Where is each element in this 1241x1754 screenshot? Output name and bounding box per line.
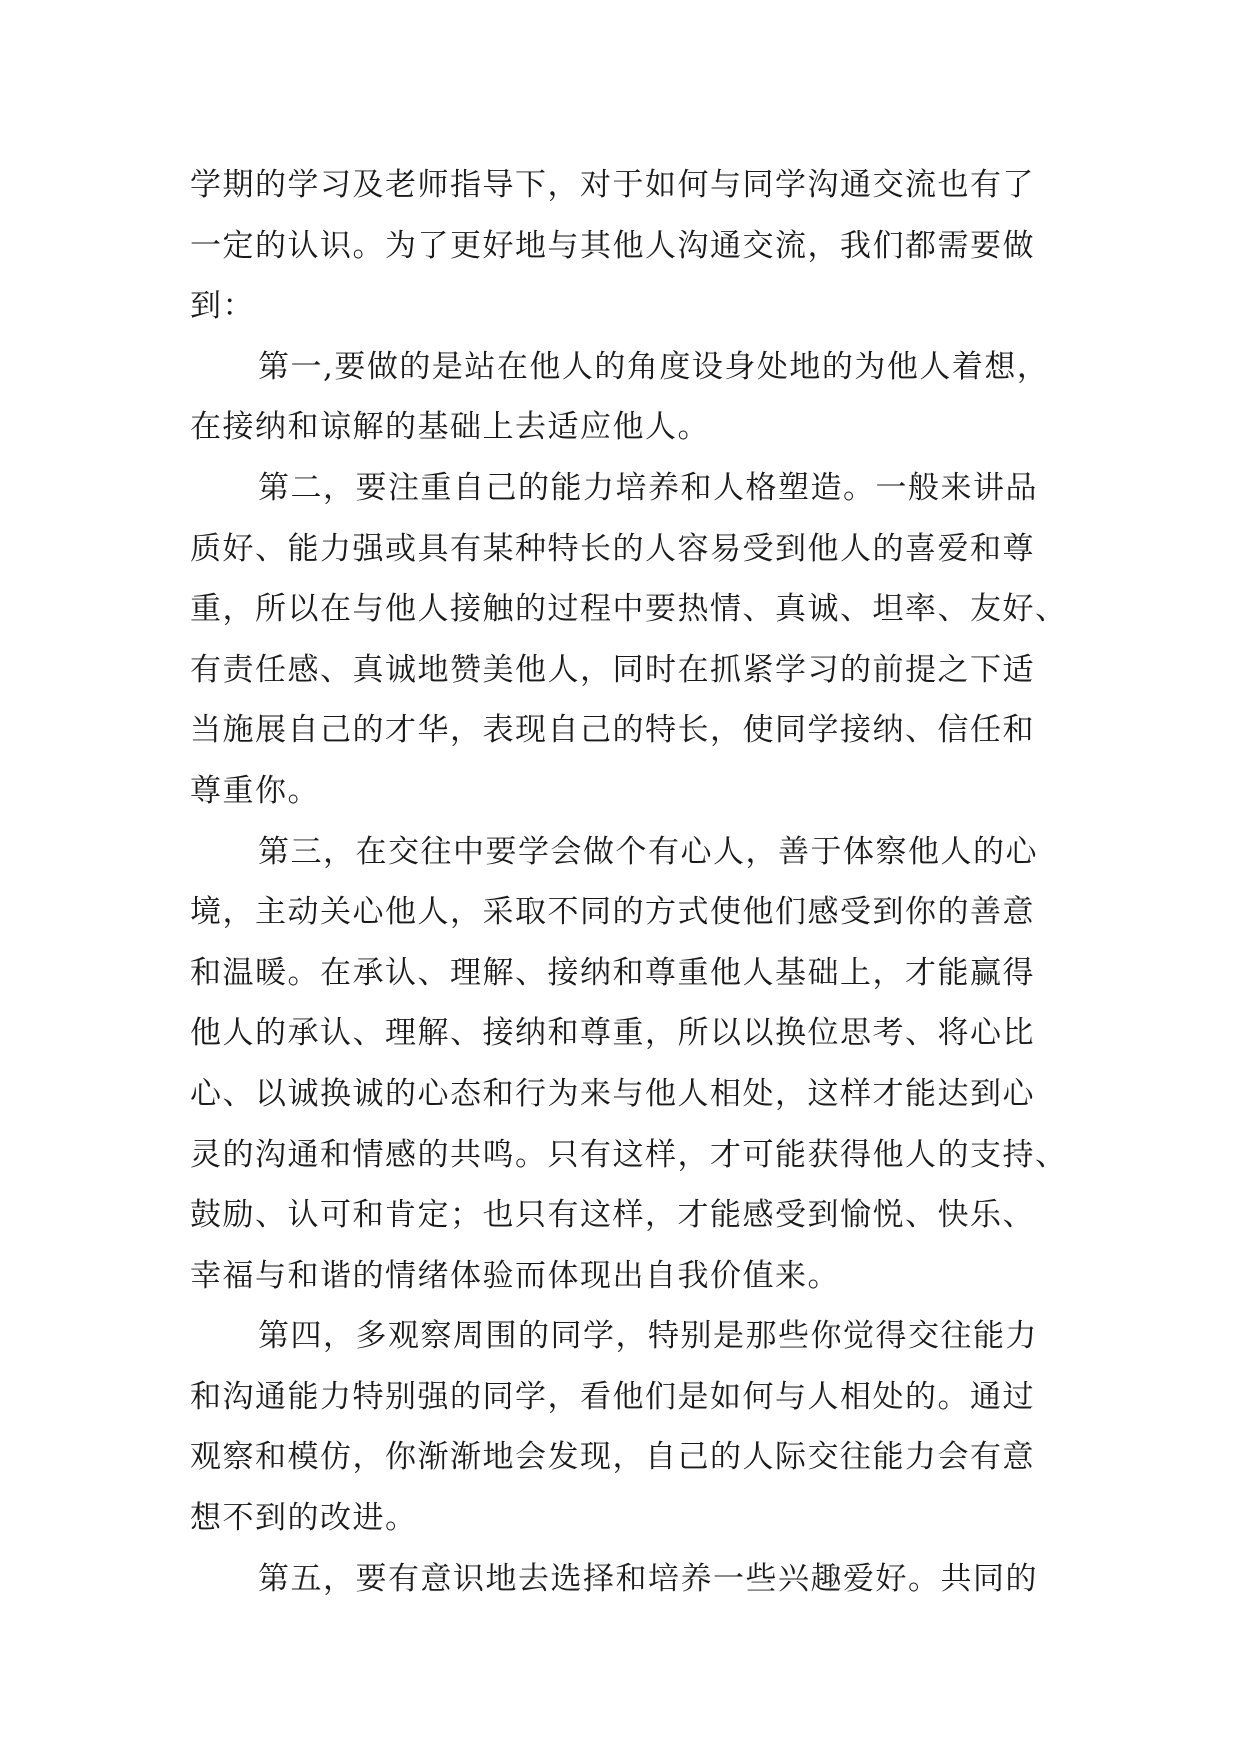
text-line: 心、以诚换诚的心态和行为来与他人相处，这样才能达到心 <box>190 1075 1035 1112</box>
text-line: 到： <box>190 288 255 325</box>
text-line: 质好、能力强或具有某种特长的人容易受到他人的喜爱和尊 <box>190 530 1035 567</box>
text-line: 和沟通能力特别强的同学，看他们是如何与人相处的。通过 <box>190 1378 1035 1415</box>
body-text <box>190 155 1070 1609</box>
text-line: 当施展自己的才华，表现自己的特长，使同学接纳、信任和 <box>190 712 1035 749</box>
text-line: 学期的学习及老师指导下，对于如何与同学沟通交流也有了 <box>190 167 1035 203</box>
text-line: 观察和模仿，你渐渐地会发现，自己的人际交往能力会有意 <box>190 1439 1035 1476</box>
text-line: 鼓励、认可和肯定；也只有这样，才能感受到愉悦、快乐、 <box>190 1197 1035 1234</box>
text-line: 他人的承认、理解、接纳和尊重，所以以换位思考、将心比 <box>190 1015 1035 1052</box>
text-line: 和温暖。在承认、理解、接纳和尊重他人基础上，才能赢得 <box>190 954 1035 991</box>
text-line: 尊重你。 <box>190 772 320 809</box>
text-line: 灵的沟通和情感的共鸣。只有这样，才可能获得他人的支持、 <box>190 1136 1068 1173</box>
text-line: 第一,要做的是站在他人的角度设身处地的为他人着想， <box>258 348 1050 385</box>
text-line: 第五，要有意识地去选择和培养一些兴趣爱好。共同的 <box>258 1560 1038 1597</box>
text-line: 第四，多观察周围的同学，特别是那些你觉得交往能力 <box>258 1318 1038 1355</box>
text-line: 幸福与和谐的情绪体验而体现出自我价值来。 <box>190 1257 840 1294</box>
text-line: 有责任感、真诚地赞美他人，同时在抓紧学习的前提之下适 <box>190 651 1035 688</box>
text-line: 境，主动关心他人，采取不同的方式使他们感受到你的善意 <box>190 894 1035 931</box>
text-line: 第二，要注重自己的能力培养和人格塑造。一般来讲品 <box>258 469 1038 506</box>
text-line: 想不到的改进。 <box>190 1500 418 1537</box>
text-line: 在接纳和谅解的基础上去适应他人。 <box>190 409 710 446</box>
text-line: 重，所以在与他人接触的过程中要热情、真诚、坦率、友好、 <box>190 591 1068 628</box>
text-line: 第三，在交往中要学会做个有心人，善于体察他人的心 <box>258 833 1038 870</box>
text-line: 一定的认识。为了更好地与其他人沟通交流，我们都需要做 <box>190 227 1035 264</box>
